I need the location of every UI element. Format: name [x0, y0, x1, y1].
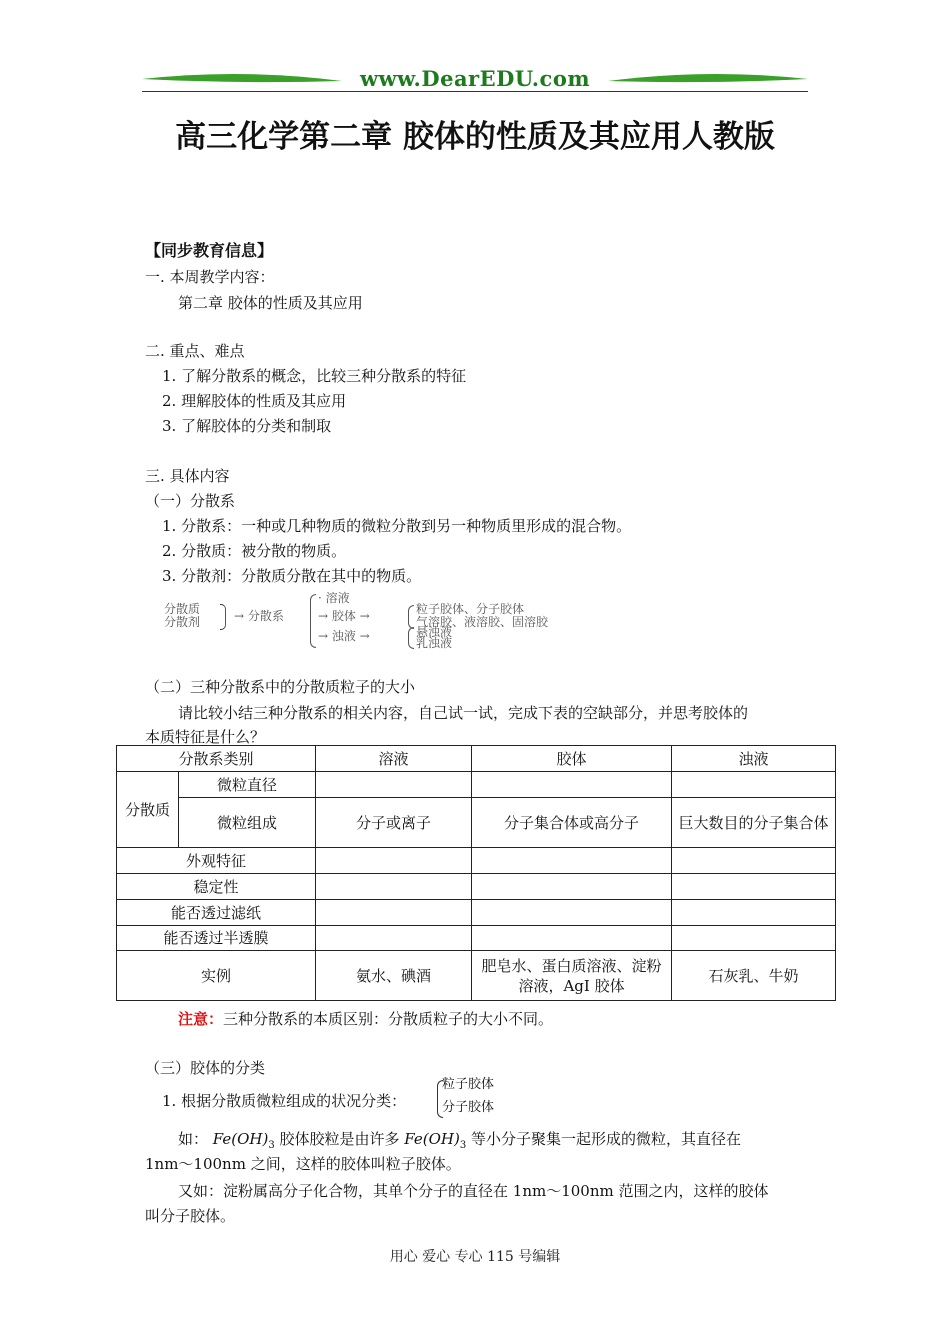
note [178, 1008, 553, 1030]
comparison-table [116, 745, 836, 1001]
table-cell [316, 772, 472, 798]
note-label: 注意： [178, 1010, 224, 1028]
diagram-suspension-type2: 乳浊液 [416, 636, 453, 650]
s3-item: 1. 分散系：一种或几种物质的微粒分散到另一种物质里形成的混合物。 [162, 517, 632, 535]
s2-item: 2. 理解胶体的性质及其应用 [162, 392, 347, 410]
table-cell [316, 874, 472, 900]
diagram-colloid-type2: 气溶胶、液溶胶、固溶胶 [416, 615, 549, 629]
table-row [117, 874, 836, 900]
table-header: 胶体 [472, 746, 672, 772]
table-cell [316, 848, 472, 874]
table-cell: 外观特征 [117, 848, 316, 874]
site-logo-text: www.DearEDU.com [359, 66, 591, 91]
table-row [117, 772, 836, 798]
table-cell [672, 772, 836, 798]
table-cell: 稳定性 [117, 874, 316, 900]
diagram-colloid: → 胶体 → [318, 609, 370, 623]
banner-rule [142, 91, 808, 92]
table-cell [316, 900, 472, 926]
document-title: 高三化学第二章 胶体的性质及其应用人教版 [175, 119, 775, 155]
diagram-colloid-type1: 粒子胶体、分子胶体 [416, 602, 525, 616]
table-cell [672, 874, 836, 900]
table-cell [472, 772, 672, 798]
ex1-post: 等小分子聚集一起形成的微粒，其直径在 [471, 1130, 742, 1148]
s2-heading: 二. 重点、难点 [145, 342, 245, 360]
group-label: 分散质 [117, 772, 179, 848]
example2-line1: 又如：淀粉属高分子化合物，其单个分子的直径在 1nm～100nm 范围之内，这样的胶体 [178, 1182, 769, 1200]
diagram-solution: · 溶液 [318, 591, 350, 605]
table-header: 分散系类别 [117, 746, 316, 772]
table-cell: 肥皂水、蛋白质溶液、淀粉溶液，AgI 胶体 [472, 951, 672, 1001]
ex1-pre: 如： [178, 1130, 209, 1148]
diagram-suspension-type1: 悬浊液 [416, 625, 453, 639]
table-cell [672, 926, 836, 951]
table-cell: 微粒组成 [179, 798, 316, 848]
table-cell [472, 874, 672, 900]
table-row [117, 900, 836, 926]
table-cell [672, 848, 836, 874]
example2-line2: 叫分子胶体。 [145, 1207, 236, 1225]
prompt-line1: 请比较小结三种分散系的相关内容，自己试一试，完成下表的空缺部分，并思考胶体的 [178, 704, 749, 722]
section-header: 【同步教育信息】 [145, 241, 274, 260]
table-cell: 氨水、碘酒 [316, 951, 472, 1001]
class1-opt2: 分子胶体 [442, 1100, 495, 1115]
s2-item: 3. 了解胶体的分类和制取 [162, 417, 332, 435]
table-row [117, 926, 836, 951]
ex1-formula-2: Fe(OH) [404, 1130, 460, 1148]
example1-line2: 1nm～100nm 之间，这样的胶体叫粒子胶体。 [145, 1155, 461, 1173]
s2-item: 1. 了解分散系的概念，比较三种分散系的特征 [162, 367, 467, 385]
table-cell: 石灰乳、牛奶 [672, 951, 836, 1001]
table-cell: 能否透过滤纸 [117, 900, 316, 926]
ex1-mid: 胶体胶粒是由许多 [279, 1130, 400, 1148]
table-row [117, 798, 836, 848]
diagram-arrow1: → 分散系 [234, 609, 284, 623]
table-cell: 巨大数目的分子集合体 [672, 798, 836, 848]
table-cell: 实例 [117, 951, 316, 1001]
diagram-left1: 分散质 [164, 602, 201, 616]
table-cell [316, 926, 472, 951]
ex1-formula: Fe(OH) [212, 1130, 269, 1148]
site-banner [142, 62, 808, 96]
class1-text: 1. 根据分散质微粒组成的状况分类： [162, 1092, 407, 1110]
table-cell [472, 848, 672, 874]
table-row [117, 951, 836, 1001]
table-row [117, 848, 836, 874]
s1-content: 第二章 胶体的性质及其应用 [178, 294, 363, 312]
table-cell [672, 900, 836, 926]
table-cell: 分子或离子 [316, 798, 472, 848]
s3-item: 2. 分散质：被分散的物质。 [162, 542, 347, 560]
table-row [117, 746, 836, 772]
sub2-heading: （二）三种分散系中的分散质粒子的大小 [145, 678, 416, 696]
table-cell: 微粒直径 [179, 772, 316, 798]
s3-item: 3. 分散剂：分散质分散在其中的物质。 [162, 567, 422, 585]
note-text: 三种分散系的本质区别：分散质粒子的大小不同。 [223, 1010, 554, 1028]
diagram-left2: 分散剂 [164, 615, 201, 629]
ex1-sub: 3 [268, 1140, 275, 1151]
ex1-sub-2: 3 [459, 1140, 467, 1151]
sub3-heading: （三）胶体的分类 [145, 1059, 266, 1077]
table-cell [472, 926, 672, 951]
s1-heading: 一. 本周教学内容： [145, 268, 275, 286]
page-footer: 用心 爱心 专心 115 号编辑 [389, 1249, 561, 1265]
s3-heading: 三. 具体内容 [145, 467, 230, 485]
prompt-line2: 本质特征是什么？ [145, 728, 266, 746]
s3-sub1: （一）分散系 [145, 492, 236, 510]
table-header: 溶液 [316, 746, 472, 772]
table-cell: 能否透过半透膜 [117, 926, 316, 951]
dispersion-diagram [160, 590, 630, 648]
class1-opt1: 粒子胶体 [442, 1077, 495, 1092]
table-cell [472, 900, 672, 926]
diagram-suspension: → 浊液 → [318, 629, 370, 643]
table-header: 浊液 [672, 746, 836, 772]
table-cell: 分子集合体或高分子 [472, 798, 672, 848]
